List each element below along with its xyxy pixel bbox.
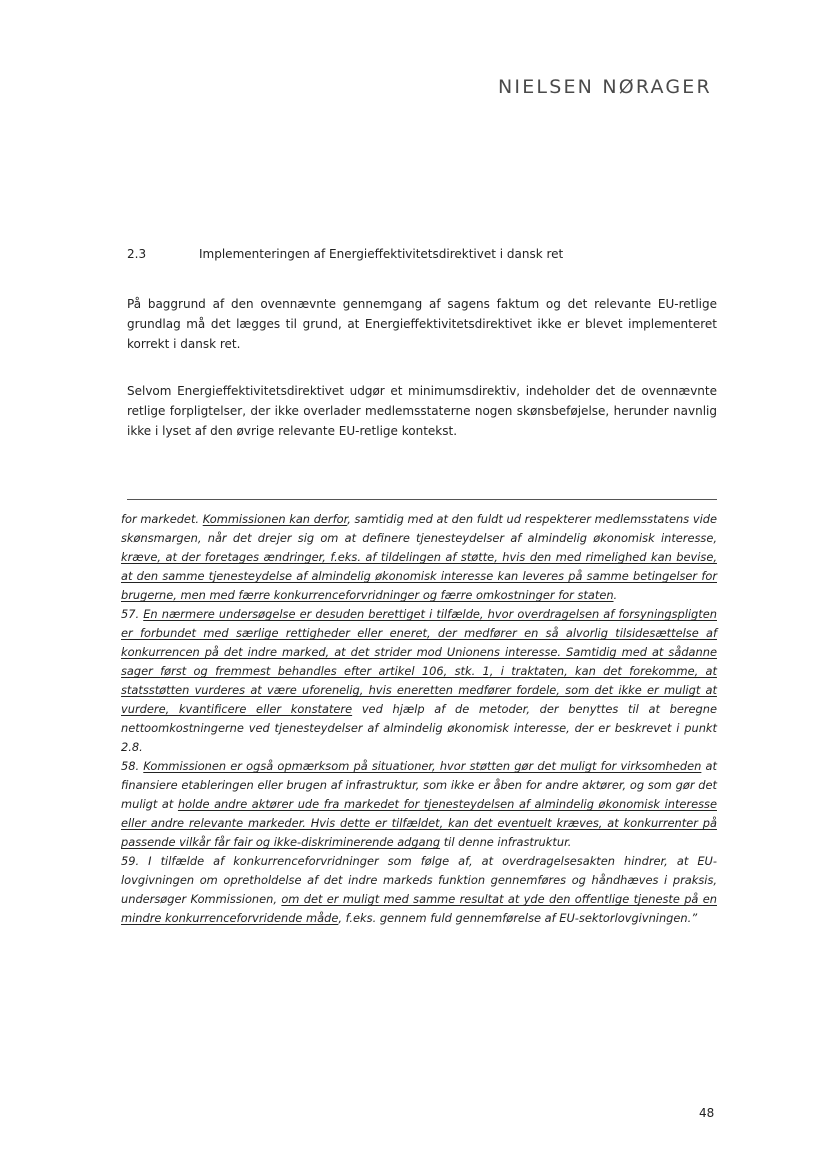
text-run: for markedet. xyxy=(121,512,203,526)
text-run: , f.eks. gennem fuld gennemførelse af EU-sektorlovgivningen.” xyxy=(338,911,698,925)
text-run: 58. xyxy=(121,759,144,773)
page-number: 48 xyxy=(699,1106,715,1120)
footnote-paragraph xyxy=(121,510,717,605)
text-run: , samtidig med at den fuldt ud respekterer medlemsstatens vide skønsmargen, når det drejer sig om at definere tjenesteydelser af almindelig økonomisk interesse, xyxy=(121,512,717,545)
text-run: 57. xyxy=(121,607,144,621)
section-title: Implementeringen af Energieffektivitetsdirektivet i dansk ret xyxy=(199,247,564,261)
section-number: 2.3 xyxy=(127,247,147,261)
text-run: . xyxy=(613,588,618,602)
footnote-paragraph-57 xyxy=(121,605,717,757)
text-run: ved hjælp af de metoder, der benyttes til at beregne nettoomkostningerne ved tjenesteydelser af almindelig økonomisk interesse, der er beskrevet i punkt 2.8. xyxy=(121,702,718,754)
footnote-paragraph-59 xyxy=(121,852,717,928)
underlined-text: kræve, at der foretages ændringer, f.eks. af tildelingen af støtte, hvis den med rimelighed kan bevise, at den samme tjenesteydelse af almindelig økonomisk interesse kan leveres på samme betingelser for brugerne, men med færre konkurrenceforvridninger og færre omkostninger for staten xyxy=(121,550,717,602)
footnote-paragraph-58 xyxy=(121,757,717,852)
text-run: 59. I tilfælde af konkurrenceforvridninger som følge af, at overdragelsesakten hindrer, at EU-lovgivningen om opretholdelse af det indre markeds funktion gennemføres og håndhæves i praksis, undersøger Kommissionen, xyxy=(121,854,717,906)
underlined-text: Kommissionen er også opmærksom på situationer, hvor støtten gør det muligt for virksomheden xyxy=(143,759,702,773)
body-paragraph-2: Selvom Energieffektivitetsdirektivet udgør et minimumsdirektiv, indeholder det de ovennævnte retlige forpligtelser, der ikke overlader medlemsstaterne nogen skønsbeføjelse, herunder navnlig ikke i lyset af den øvrige relevante EU-retlige kontekst. xyxy=(127,384,717,438)
text-run: til denne infrastruktur. xyxy=(440,835,572,849)
underlined-text: holde andre aktører ude fra markedet for tjenesteydelsen af almindelig økonomisk interesse eller andre relevante markeder. Hvis dette er tilfældet, kan det eventuelt kræves, at konkurrenter på passende vilkår får fair og ikke-diskriminerende adgang xyxy=(121,797,717,849)
body-paragraph-1: På baggrund af den ovennævnte gennemgang af sagens faktum og det relevante EU-retlige grundlag må det lægges til grund, at Energieffektivitetsdirektivet ikke er blevet implementeret korrekt i dansk ret. xyxy=(127,297,717,351)
footnote-separator xyxy=(127,499,717,500)
text-run: at finansiere etableringen eller brugen af infrastruktur, som ikke er åben for andre aktører, og som gør det muligt at xyxy=(121,759,717,811)
underlined-text: Kommissionen kan derfor xyxy=(202,512,348,526)
underlined-text: En nærmere undersøgelse er desuden berettiget i tilfælde, hvor overdragelsen af forsyningspligten er forbundet med særlige rettigheder eller eneret, der medfører en så alvorlig tilsidesættelse af konkurrencen på det indre marked, at det strider mod Unionens interesse. Samtidig med at sådanne sager først og fremmest behandles efter artikel 106, stk. 1, i traktaten, kan det forekomme, at statsstøtten vurderes at være uforenelig, hvis eneretten medfører fordele, som det ikke er muligt at vurdere, kvantificere eller konstatere xyxy=(121,607,717,716)
firm-logo: NIELSEN NØRAGER xyxy=(498,76,712,98)
footnote-block xyxy=(121,510,717,928)
underlined-text: om det er muligt med samme resultat at yde den offentlige tjeneste på en mindre konkurrenceforvridende måde xyxy=(121,892,717,925)
